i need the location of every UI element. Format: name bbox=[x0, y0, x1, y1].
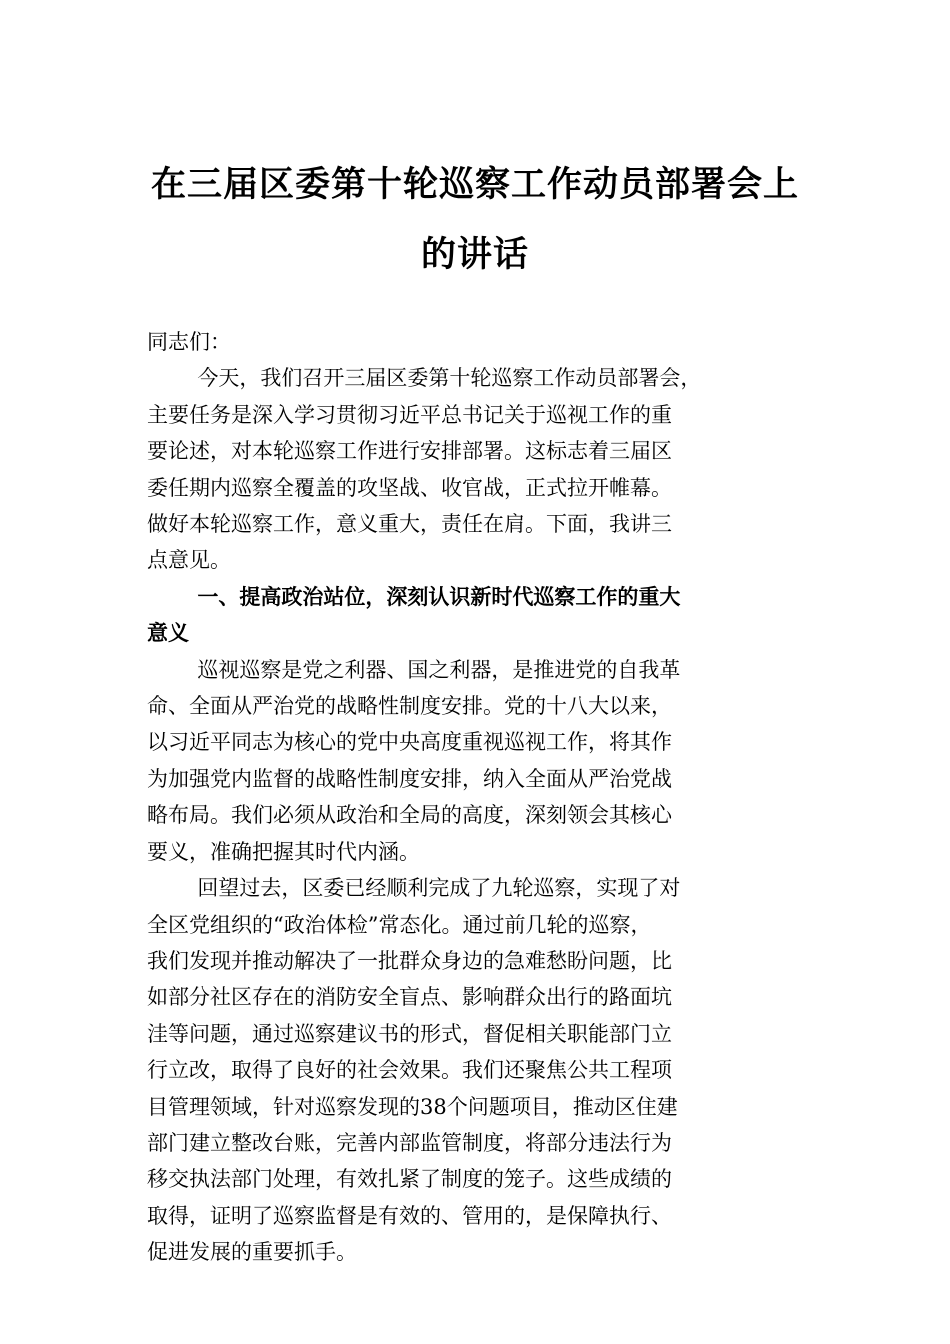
title-line-2: 的讲话 bbox=[420, 234, 529, 275]
paragraph-line: 我们发现并推动解决了一批群众身边的急难愁盼问题，比 bbox=[147, 948, 672, 973]
paragraph-line: 做好本轮巡察工作，意义重大，责任在肩。下面，我讲三 bbox=[147, 512, 672, 537]
paragraph-line: 行立改，取得了良好的社会效果。我们还聚焦公共工程项 bbox=[147, 1058, 672, 1083]
paragraph-line: 略布局。我们必须从政治和全局的高度，深刻领会其核心 bbox=[147, 803, 672, 828]
heading-line: 意义 bbox=[147, 621, 189, 646]
paragraph-line: 委任期内巡察全覆盖的攻坚战、收官战，正式拉开帷幕。 bbox=[147, 475, 672, 500]
paragraph-line: 目管理领域，针对巡察发现的38个问题项目，推动区住建 bbox=[147, 1094, 678, 1119]
paragraph-line: 洼等问题，通过巡察建议书的形式，督促相关职能部门立 bbox=[147, 1021, 672, 1046]
paragraph-line: 全区党组织的“政治体检”常态化。通过前几轮的巡察， bbox=[147, 912, 652, 937]
paragraph-line: 促进发展的重要抓手。 bbox=[147, 1240, 357, 1265]
paragraph-line: 命、全面从严治党的战略性制度安排。党的十八大以来， bbox=[147, 694, 672, 719]
section-paragraph-2 bbox=[147, 870, 807, 1270]
intro-paragraph bbox=[147, 360, 807, 578]
paragraph-line: 移交执法部门处理，有效扎紧了制度的笼子。这些成绩的 bbox=[147, 1167, 672, 1192]
section-heading bbox=[147, 579, 807, 652]
paragraph-line: 为加强党内监督的战略性制度安排，纳入全面从严治党战 bbox=[147, 766, 672, 791]
paragraph-line: 巡视巡察是党之利器、国之利器，是推进党的自我革 bbox=[197, 657, 681, 682]
paragraph-line: 点意见。 bbox=[147, 548, 231, 573]
paragraph-line: 主要任务是深入学习贯彻习近平总书记关于巡视工作的重 bbox=[147, 402, 672, 427]
paragraph-line: 要论述，对本轮巡察工作进行安排部署。这标志着三届区 bbox=[147, 439, 672, 464]
heading-line: 一、提高政治站位，深刻认识新时代巡察工作的重大 bbox=[197, 584, 681, 609]
paragraph-line: 今天，我们召开三届区委第十轮巡察工作动员部署会， bbox=[197, 366, 702, 391]
paragraph-line: 以习近平同志为核心的党中央高度重视巡视工作，将其作 bbox=[147, 730, 672, 755]
section-paragraph-1 bbox=[147, 652, 807, 870]
paragraph-line: 要义，准确把握其时代内涵。 bbox=[147, 839, 420, 864]
document-body bbox=[147, 324, 807, 1271]
title-line-1: 在三届区委第十轮巡察工作动员部署会上 bbox=[150, 164, 799, 205]
paragraph-line: 部门建立整改台账，完善内部监管制度，将部分违法行为 bbox=[147, 1130, 672, 1155]
paragraph-line: 如部分社区存在的消防安全盲点、影响群众出行的路面坑 bbox=[147, 985, 672, 1010]
paragraph-line: 回望过去，区委已经顺利完成了九轮巡察，实现了对 bbox=[197, 876, 681, 901]
salutation bbox=[147, 324, 807, 360]
salutation-text: 同志们： bbox=[147, 330, 231, 354]
document-title bbox=[140, 150, 810, 290]
paragraph-line: 取得，证明了巡察监督是有效的、管用的，是保障执行、 bbox=[147, 1203, 672, 1228]
